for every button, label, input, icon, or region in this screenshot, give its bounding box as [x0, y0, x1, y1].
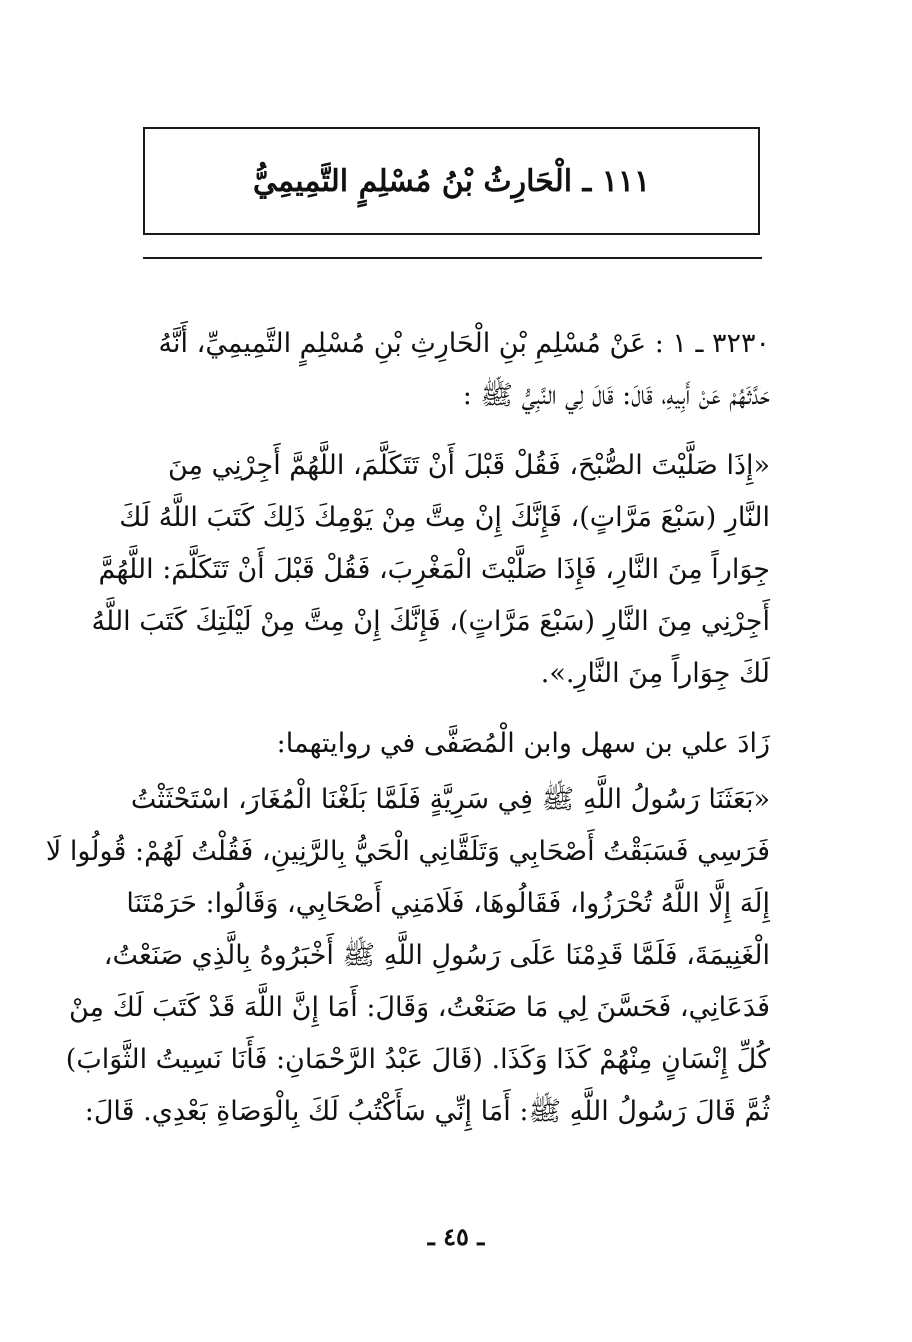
- text-line: لَكَ جِوَاراً مِنَ النَّارِ.».: [540, 658, 770, 689]
- text-line: «إِذَا صَلَّيْتَ الصُّبْحَ، فَقُلْ قَبْلَ أَنْ تَتَكَلَّمَ، اللَّهُمَّ أَجِرْنِي مِنَ: [168, 450, 770, 481]
- text-line: إِلَهَ إِلَّا اللَّهُ تُحْرَزُوا، فَقَالُوهَا، فَلَامَنِي أَصْحَابِي، وَقَالُوا: حَرَمْتَنَا: [126, 888, 770, 919]
- hadith-paragraph-2: [45, 774, 770, 1138]
- text-line: «بَعَثَنَا رَسُولُ اللَّهِ ﷺ فِي سَرِيَّةٍ فَلَمَّا بَلَغْنَا الْمُغَارَ، اسْتَحْثَثْتُ: [130, 784, 770, 815]
- text-line: ثُمَّ قَالَ رَسُولُ اللَّهِ ﷺ: أَمَا إِنِّي سَأَكْتُبُ لَكَ بِالْوَصَاةِ بَعْدِي. قَالَ:: [84, 1096, 770, 1127]
- text-line: النَّارِ (سَبْعَ مَرَّاتٍ)، فَإِنَّكَ إِنْ مِتَّ مِنْ يَوْمِكَ ذَلِكَ كَتَبَ اللَّهُ لَكَ: [119, 502, 770, 533]
- text-line: جِوَاراً مِنَ النَّارِ، فَإِذَا صَلَّيْتَ الْمَغْرِبَ، فَقُلْ قَبْلَ أَنْ تَتَكَلَّمَ: اللَّهُمَّ: [98, 554, 770, 585]
- text-line: كُلِّ إِنْسَانٍ مِنْهُمْ كَذَا وَكَذَا. (قَالَ عَبْدُ الرَّحْمَانِ: فَأَنَا نَسِيتُ الثَّوَابَ): [65, 1044, 770, 1075]
- chapter-title: ١١١ ـ الْحَارِثُ بْنُ مُسْلِمٍ التَّمِيمِيُّ: [252, 163, 651, 199]
- page-number: ـ ٤٥ ـ: [427, 1222, 485, 1251]
- header-divider: [143, 257, 762, 259]
- narration-note: زَادَ علي بن سهل وابن الْمُصَفَّى في روايتهما:: [276, 728, 770, 759]
- text-line: أَجِرْنِي مِنَ النَّارِ (سَبْعَ مَرَّاتٍ)، فَإِنَّكَ إِنْ مِتَّ مِنْ لَيْلَتِكَ كَتَبَ اللَّهُ: [91, 606, 770, 637]
- hadith-paragraph-1: [91, 318, 770, 700]
- text-line: الْغَنِيمَةَ، فَلَمَّا قَدِمْنَا عَلَى رَسُولِ اللَّهِ ﷺ أَخْبَرُوهُ بِالَّذِي صَنَعْتُ،: [103, 940, 770, 971]
- text-line: حَدَّثَهُمْ عَنْ أَبِيهِ، قَالَ: قَالَ لِي النَّبِيُّ ﷺ :: [462, 380, 770, 411]
- text-line: فَدَعَانِي، فَحَسَّنَ لِي مَا صَنَعْتُ، وَقَالَ: أَمَا إِنَّ اللَّهَ قَدْ كَتَبَ لَكَ مِنْ: [69, 992, 770, 1023]
- chapter-title-box: [143, 127, 760, 235]
- document-body: [45, 318, 770, 1138]
- text-line: فَرَسِي فَسَبَقْتُ أَصْحَابِي وَتَلَقَّانِي الْحَيُّ بِالرَّنِينِ، فَقُلْتُ لَهُمْ: قُولُوا لَا: [45, 836, 770, 867]
- text-line: ٣٢٣٠ ـ ١ : عَنْ مُسْلِمِ بْنِ الْحَارِثِ بْنِ مُسْلِمٍ التَّمِيمِيِّ، أَنَّهُ: [158, 328, 770, 359]
